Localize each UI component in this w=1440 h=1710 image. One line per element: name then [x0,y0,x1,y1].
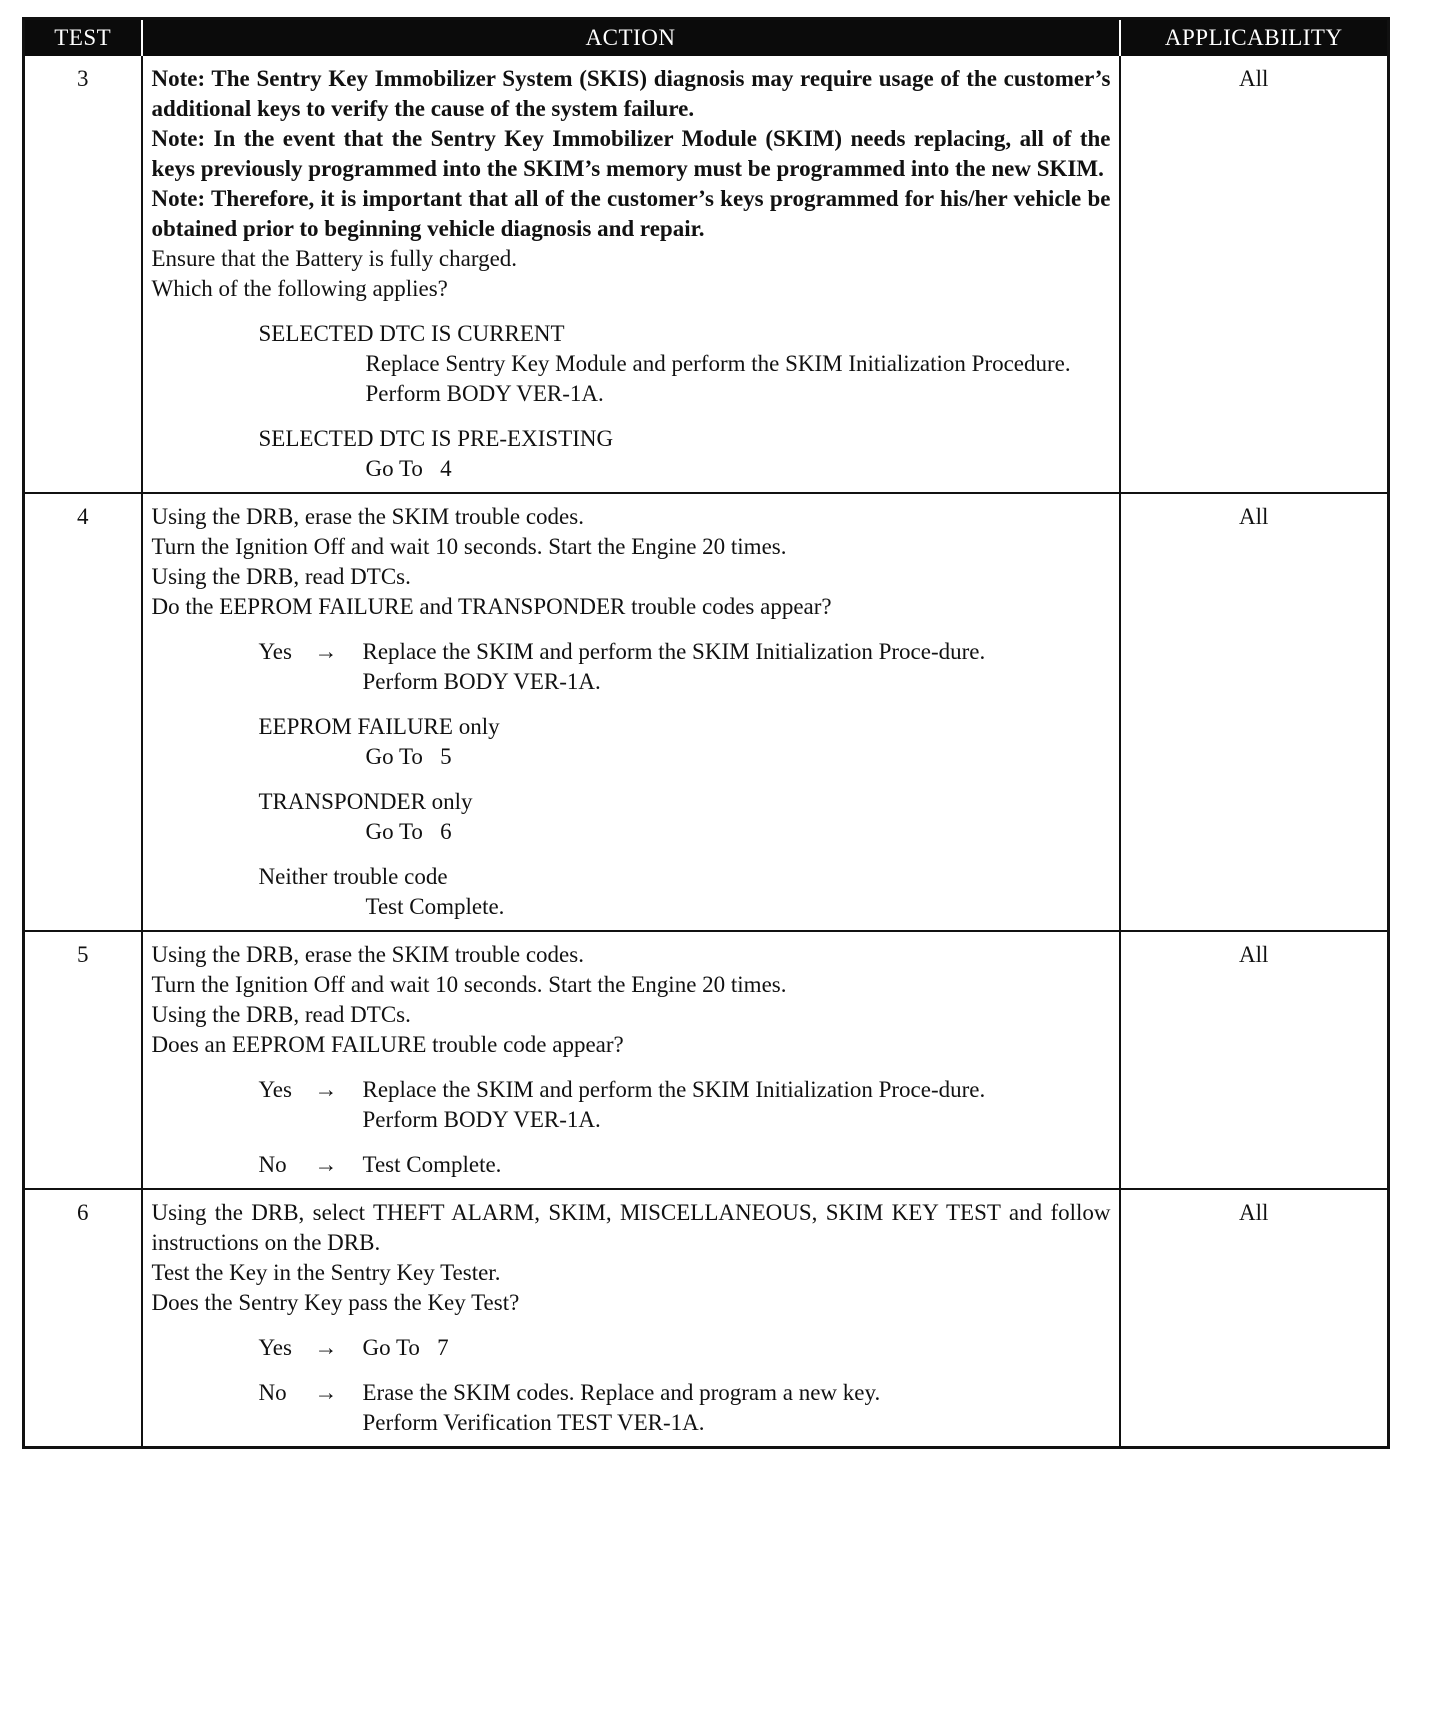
diagnostic-test-table-page [22,17,1387,1449]
branch-result: Replace the SKIM and perform the SKIM Initialization Proce-dure. [362,639,986,664]
yes-label: Yes [258,1077,292,1102]
option-result: Go To 4 [365,456,452,481]
option-block [152,712,1111,772]
test-number: 5 [24,931,142,1189]
branch-result: Replace the SKIM and perform the SKIM Initialization Proce-dure. [362,1077,986,1102]
option-block [152,424,1111,484]
action-line: Does the Sentry Key pass the Key Test? [151,1290,520,1315]
branch-result: Erase the SKIM codes. Replace and program a new key. [362,1380,881,1405]
action-line: Using the DRB, erase the SKIM trouble codes. [151,942,584,967]
no-label: No [258,1152,287,1177]
diagnostic-test-table [22,17,1390,1449]
option-result: Perform BODY VER-1A. [365,381,604,406]
branch-result: Perform BODY VER-1A. [362,1107,601,1132]
option-label: EEPROM FAILURE only [258,714,500,739]
action-line: Turn the Ignition Off and wait 10 seconds. Start the Engine 20 times. [151,534,787,559]
header-test: TEST [24,19,142,57]
option-block [152,319,1111,409]
option-result: Go To 5 [365,744,452,769]
branch-result: Perform BODY VER-1A. [362,669,601,694]
applicability-value: All [1120,931,1389,1189]
arrow-right-icon: → [314,1077,338,1102]
yes-branch [152,637,1111,697]
table-header [24,19,1389,57]
option-label: TRANSPONDER only [258,789,473,814]
branch-result: Test Complete. [362,1152,502,1177]
action-line: Which of the following applies? [151,276,448,301]
action-line: Using the DRB, select THEFT ALARM, SKIM, MISCELLANEOUS, SKIM KEY TEST and follow instructions on the DRB. [151,1200,1111,1255]
applicability-value: All [1120,1189,1389,1448]
action-line: Using the DRB, read DTCs. [151,564,411,589]
no-branch [152,1150,1111,1180]
note-text: Note: In the event that the Sentry Key Immobilizer Module (SKIM) needs replacing, all of the keys previously programmed into the SKIM’s memory must be programmed into the new SKIM. [151,126,1111,181]
header-action: ACTION [142,19,1120,57]
arrow-right-icon: → [314,1152,338,1177]
action-cell [142,56,1120,493]
yes-branch [152,1075,1111,1135]
option-result: Go To 6 [365,819,452,844]
table-row-test-3 [24,56,1389,493]
option-label: SELECTED DTC IS PRE-EXISTING [258,426,614,451]
action-line: Does an EEPROM FAILURE trouble code appear? [151,1032,624,1057]
table-row-test-5 [24,931,1389,1189]
arrow-right-icon: → [314,639,338,664]
action-line: Do the EEPROM FAILURE and TRANSPONDER trouble codes appear? [151,594,832,619]
no-branch [152,1378,1111,1438]
action-line: Test the Key in the Sentry Key Tester. [151,1260,501,1285]
option-label: Neither trouble code [258,864,448,889]
test-number: 6 [24,1189,142,1448]
yes-branch [152,1333,1111,1363]
option-block [152,787,1111,847]
action-line: Using the DRB, erase the SKIM trouble codes. [151,504,584,529]
option-result: Replace Sentry Key Module and perform the SKIM Initialization Procedure. [365,351,1071,376]
header-applicability: APPLICABILITY [1120,19,1389,57]
action-cell [142,931,1120,1189]
action-line: Ensure that the Battery is fully charged. [151,246,518,271]
yes-label: Yes [258,1335,292,1360]
test-number: 3 [24,56,142,493]
action-line: Turn the Ignition Off and wait 10 seconds. Start the Engine 20 times. [151,972,787,997]
arrow-right-icon: → [314,1380,338,1405]
option-label: SELECTED DTC IS CURRENT [258,321,565,346]
no-label: No [258,1380,287,1405]
action-cell [142,1189,1120,1448]
yes-label: Yes [258,639,292,664]
arrow-right-icon: → [314,1335,338,1360]
table-row-test-6 [24,1189,1389,1448]
action-cell [142,493,1120,931]
action-line: Using the DRB, read DTCs. [151,1002,411,1027]
branch-result: Go To 7 [362,1335,449,1360]
note-text: Note: The Sentry Key Immobilizer System (SKIS) diagnosis may require usage of the customer’s additional keys to verify the cause of the system failure. [151,66,1111,121]
applicability-value: All [1120,56,1389,493]
option-result: Test Complete. [365,894,505,919]
applicability-value: All [1120,493,1389,931]
branch-result: Perform Verification TEST VER-1A. [362,1410,705,1435]
test-number: 4 [24,493,142,931]
table-row-test-4 [24,493,1389,931]
option-block [152,862,1111,922]
note-text: Note: Therefore, it is important that all of the customer’s keys programmed for his/her vehicle be obtained prior to beginning vehicle diagnosis and repair. [151,186,1111,241]
